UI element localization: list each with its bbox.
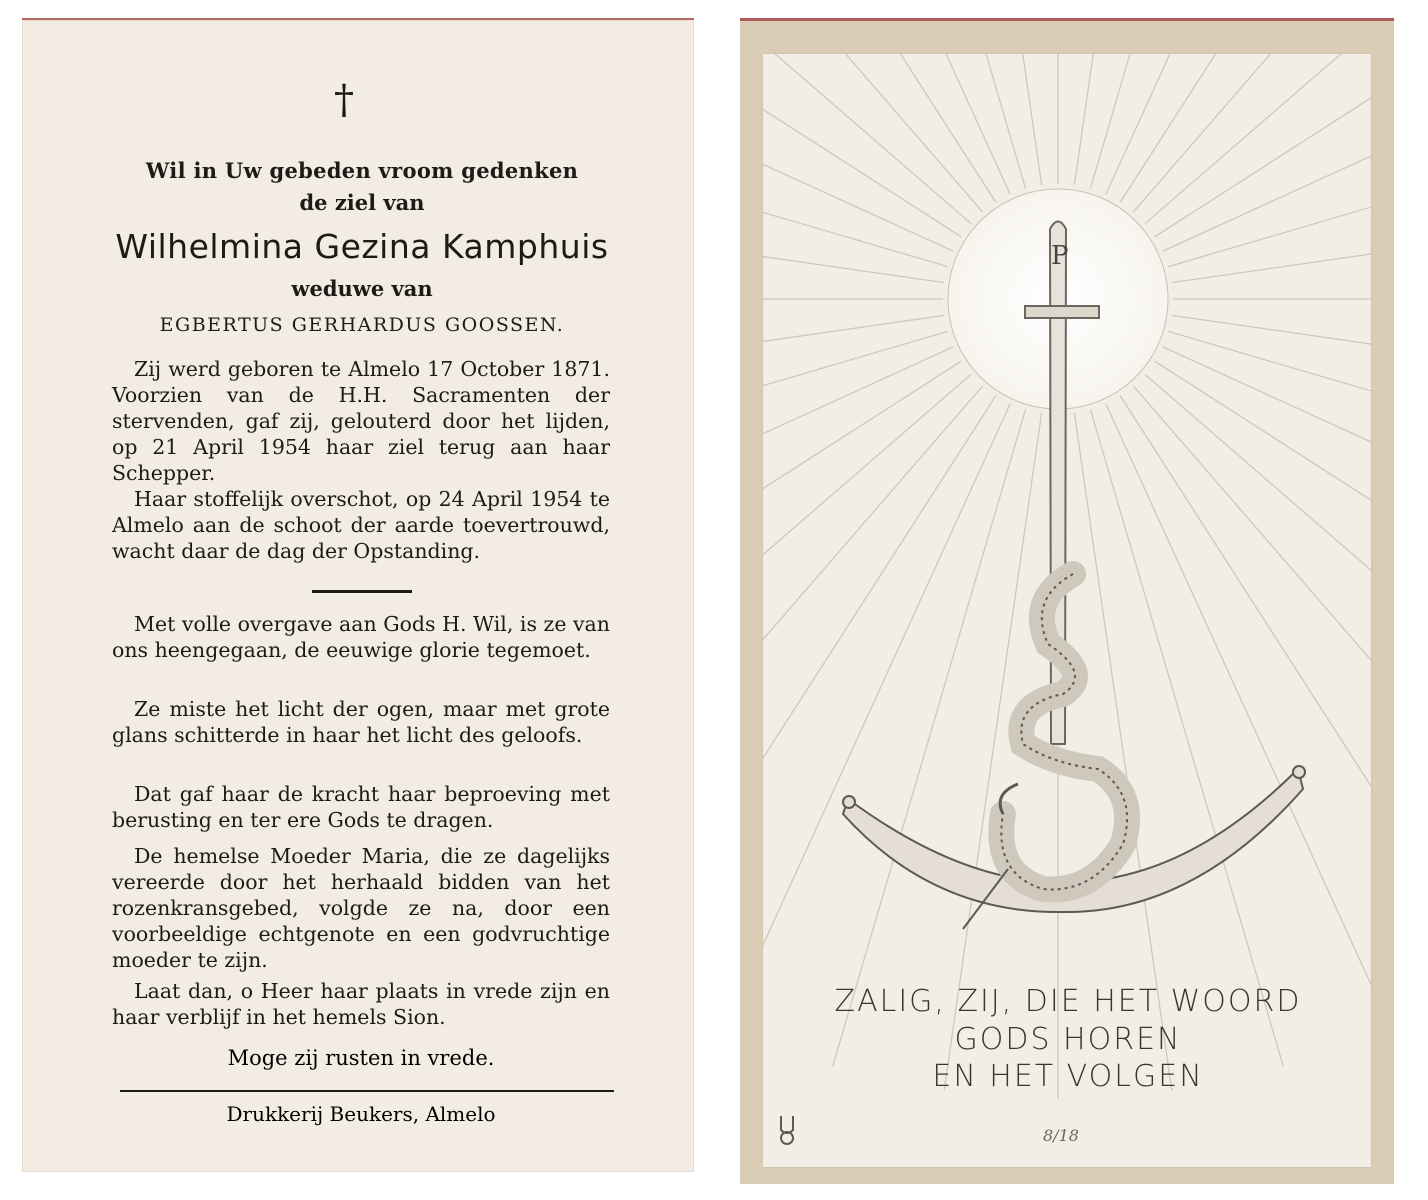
divider-long xyxy=(120,1090,614,1092)
closing-line: Moge zij rusten in vrede. xyxy=(227,1046,495,1070)
motto-line-2: GODS HOREN xyxy=(954,1022,1182,1057)
divider-short xyxy=(312,590,412,593)
card-number: 8/18 xyxy=(1043,1126,1079,1145)
sun-ray xyxy=(1163,347,1373,632)
sun-ray xyxy=(833,409,1026,1066)
sun-ray xyxy=(763,331,948,524)
sun-ray xyxy=(1133,54,1373,212)
sun-ray xyxy=(944,54,1041,185)
widow-of-label: weduwe van xyxy=(291,276,433,301)
sun-ray xyxy=(763,347,953,632)
paragraph-faith: Ze miste het licht der ogen, maar met grote glans schitterde in haar het licht des geloofs. xyxy=(112,697,610,747)
sun-ray xyxy=(1145,54,1373,224)
illustration-panel xyxy=(762,53,1372,1168)
sun-ray xyxy=(763,54,953,251)
husband-name: EGBERTUS GERHARDUS GOOSSEN. xyxy=(159,314,565,336)
intro-line-2: de ziel van xyxy=(299,190,425,215)
artist-monogram-icon xyxy=(781,1116,793,1144)
paragraph-maria: De hemelse Moeder Maria, die ze dagelijks vereerde door het herhaald bidden van het rozenkransgebed, volgde ze na, door een voorbeeldige echtgenote en een godvruchtige moeder te zijn. xyxy=(112,844,610,972)
deceased-name: Wilhelmina Gezina Kamphuis xyxy=(115,227,609,266)
sun-ray xyxy=(1090,54,1283,189)
sun-ray xyxy=(1155,54,1373,237)
sun-ray xyxy=(1168,331,1373,524)
paragraph-prayer: Laat dan, o Heer haar plaats in vrede zijn en haar verblijf in het hemels Sion. xyxy=(112,979,610,1029)
sun-ray xyxy=(1074,54,1171,185)
sun-ray xyxy=(763,54,983,212)
intro-line-1: Wil in Uw gebeden vroom gedenken xyxy=(145,158,579,183)
printer-credit: Drukkerij Beukers, Almelo xyxy=(226,1102,496,1126)
sun-ray xyxy=(1155,361,1373,731)
sun-ray xyxy=(1090,409,1283,1066)
sun-ray xyxy=(1163,54,1373,251)
paragraph-strength: Dat gaf haar de kracht haar beproeving met berusting en ter ere Gods te dragen. xyxy=(112,782,610,832)
memorial-card-image-side xyxy=(740,18,1394,1184)
sun-ray xyxy=(1106,404,1373,1027)
paragraph-burial: Haar stoffelijk overschot, op 24 April 1954 te Almelo aan de schoot der aarde toevertrouwd, wacht daar de dag der Opstanding. xyxy=(112,487,610,563)
cross-icon: † xyxy=(334,77,354,123)
motto-line-3: EN HET VOLGEN xyxy=(932,1059,1204,1094)
sun-ray xyxy=(833,54,1026,189)
sun-ray xyxy=(1168,74,1373,267)
paragraph-birth-death: Zij werd geboren te Almelo 17 October 1871. Voorzien van de H.H. Sacramenten der stervenden, gaf zij, gelouterd door het lijden, op 21 April 1954 haar ziel terug aan haar Schepper. xyxy=(112,357,610,485)
memorial-card-text-side xyxy=(22,18,694,1172)
sun-ray xyxy=(1145,374,1373,823)
paragraph-surrender: Met volle overgave aan Gods H. Wil, is ze van ons heengegaan, de eeuwige glorie tegemoet. xyxy=(112,612,610,662)
motto-line-1: ZALIG, ZIJ, DIE HET WOORD xyxy=(834,984,1302,1019)
sun-ray xyxy=(763,374,971,823)
sun-ray xyxy=(1120,54,1373,202)
monogram-letter: P xyxy=(1051,241,1069,271)
sun-ray xyxy=(763,361,961,731)
sun-ray xyxy=(763,74,948,267)
